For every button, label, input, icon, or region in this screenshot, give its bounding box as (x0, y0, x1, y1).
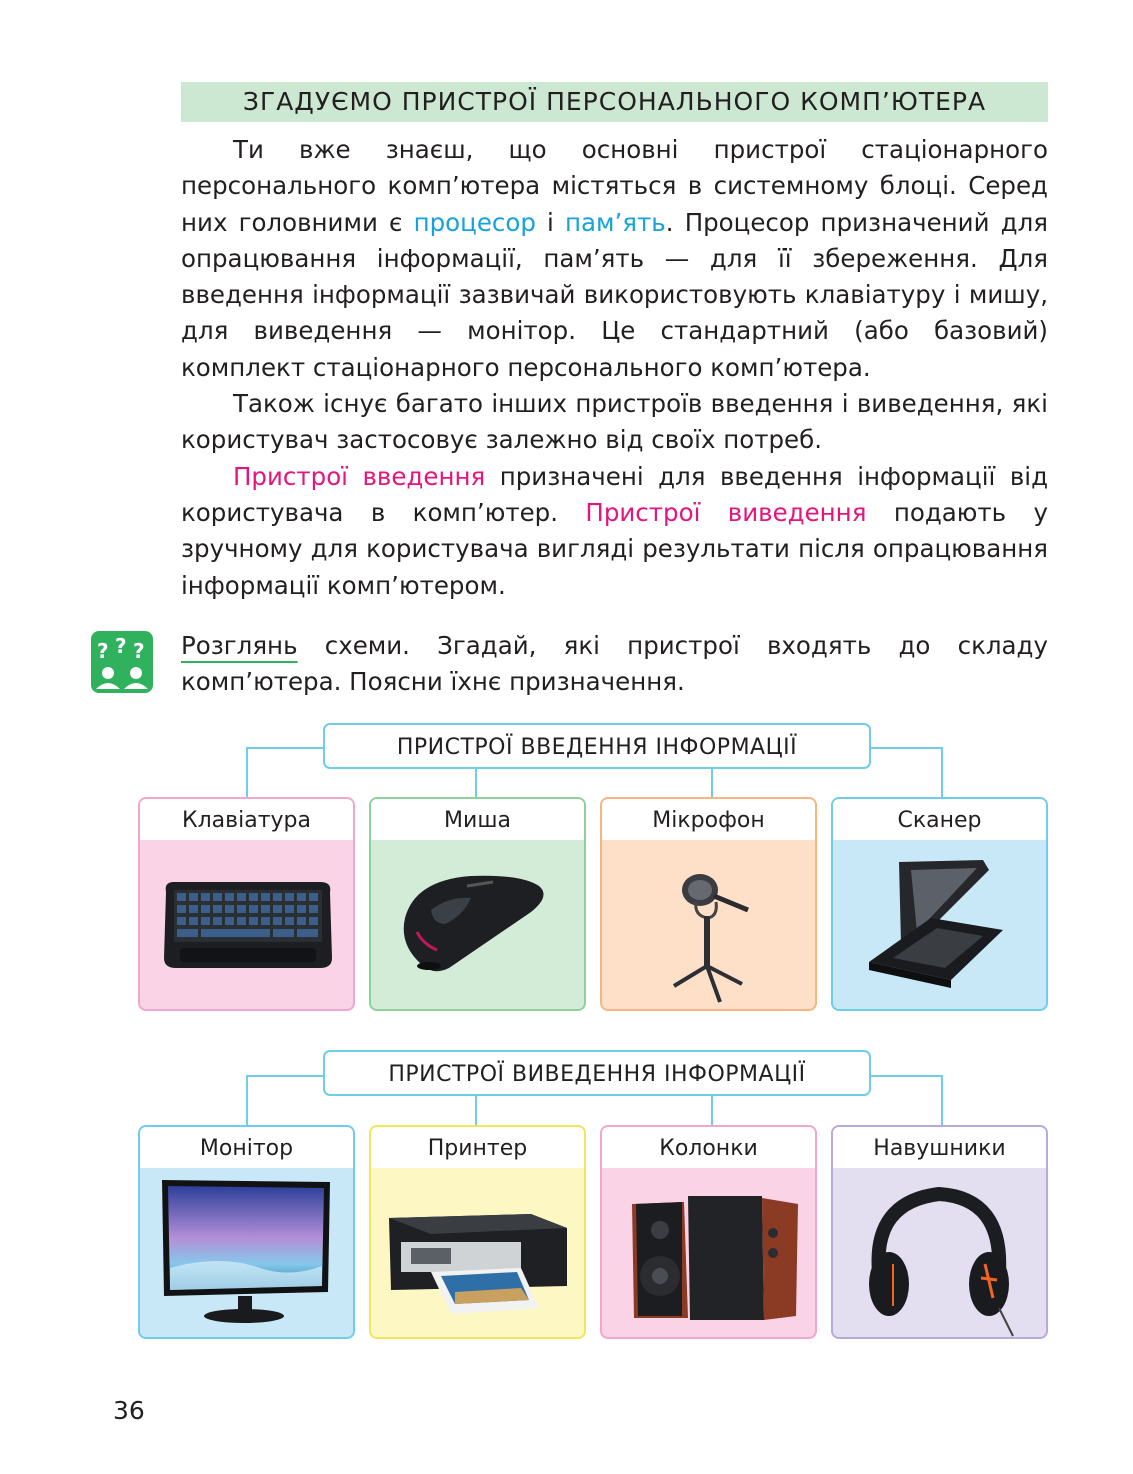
card-mouse (369, 797, 586, 1011)
card-printer (369, 1125, 586, 1339)
keyboard-icon (140, 840, 353, 1009)
task-rest: схеми. Згадай, які пристрої входять до складу комп’ютера. Поясни їхнє призначення. (181, 631, 1048, 697)
card-scanner (831, 797, 1048, 1011)
card-keyboard-label: Клавіатура (140, 799, 353, 840)
section-heading: ЗГАДУЄМО ПРИСТРОЇ ПЕРСОНАЛЬНОГО КОМП’ЮТЕРА (181, 82, 1048, 122)
card-monitor-label: Монітор (140, 1127, 353, 1168)
mouse-icon (371, 840, 584, 1009)
headphones-icon (833, 1168, 1046, 1337)
card-headphones (831, 1125, 1048, 1339)
printer-icon (371, 1168, 584, 1337)
monitor-icon (140, 1168, 353, 1337)
svg-text:?: ? (115, 634, 127, 658)
card-monitor (138, 1125, 355, 1339)
task-verb: Розглянь (181, 631, 298, 660)
card-printer-label: Принтер (371, 1127, 584, 1168)
speakers-icon (602, 1168, 815, 1337)
page-number: 36 (113, 1396, 145, 1425)
svg-text:?: ? (133, 639, 145, 663)
card-microphone-label: Мікрофон (602, 799, 815, 840)
card-headphones-label: Навушники (833, 1127, 1046, 1168)
card-speakers-label: Колонки (602, 1127, 815, 1168)
paragraph-1-text: Ти вже знаєш, що основні пристрої стаціонарного персонального комп’ютера містяться в системному блоці. Серед них головними є (181, 135, 1048, 237)
microphone-icon (602, 840, 815, 1009)
paragraph-2: Також існує багато інших пристроїв введення і виведення, які користувач застосовує залежно від своїх потреб. (181, 389, 1048, 455)
input-devices-title: ПРИСТРОЇ ВВЕДЕННЯ ІНФОРМАЦІЇ (323, 723, 871, 769)
paragraph-1-text-end: . Процесор призначений для опрацювання інформації, пам’ять — для її збереження. Для введення інформації зазвичай використовують клавіатуру і мишу, для виведення — монітор. Це стандартний (або базовий) комплект стаціонарного персонального комп’ютера. (181, 207, 1048, 382)
paragraph-3-text: призначені для введення інформації від користувача в комп’ютер. (181, 461, 1049, 527)
term-memory: пам’ять (565, 207, 666, 237)
card-mouse-label: Миша (371, 799, 584, 840)
svg-text:?: ? (97, 639, 109, 663)
output-devices-title: ПРИСТРОЇ ВИВЕДЕННЯ ІНФОРМАЦІЇ (323, 1050, 871, 1096)
card-microphone (600, 797, 817, 1011)
card-speakers (600, 1125, 817, 1339)
scanner-icon (833, 840, 1046, 1009)
term-input-devices: Пристрої введення (233, 461, 486, 491)
paragraph-3-text-end: подають у зручному для користувача вигляді результати після опрацювання інформації комп’ютером. (181, 497, 1048, 600)
card-keyboard (138, 797, 355, 1011)
term-output-devices: Пристрої виведення (585, 497, 867, 527)
paragraph-1-and: і (535, 207, 565, 237)
term-processor: процесор (413, 207, 536, 237)
card-scanner-label: Сканер (833, 799, 1046, 840)
